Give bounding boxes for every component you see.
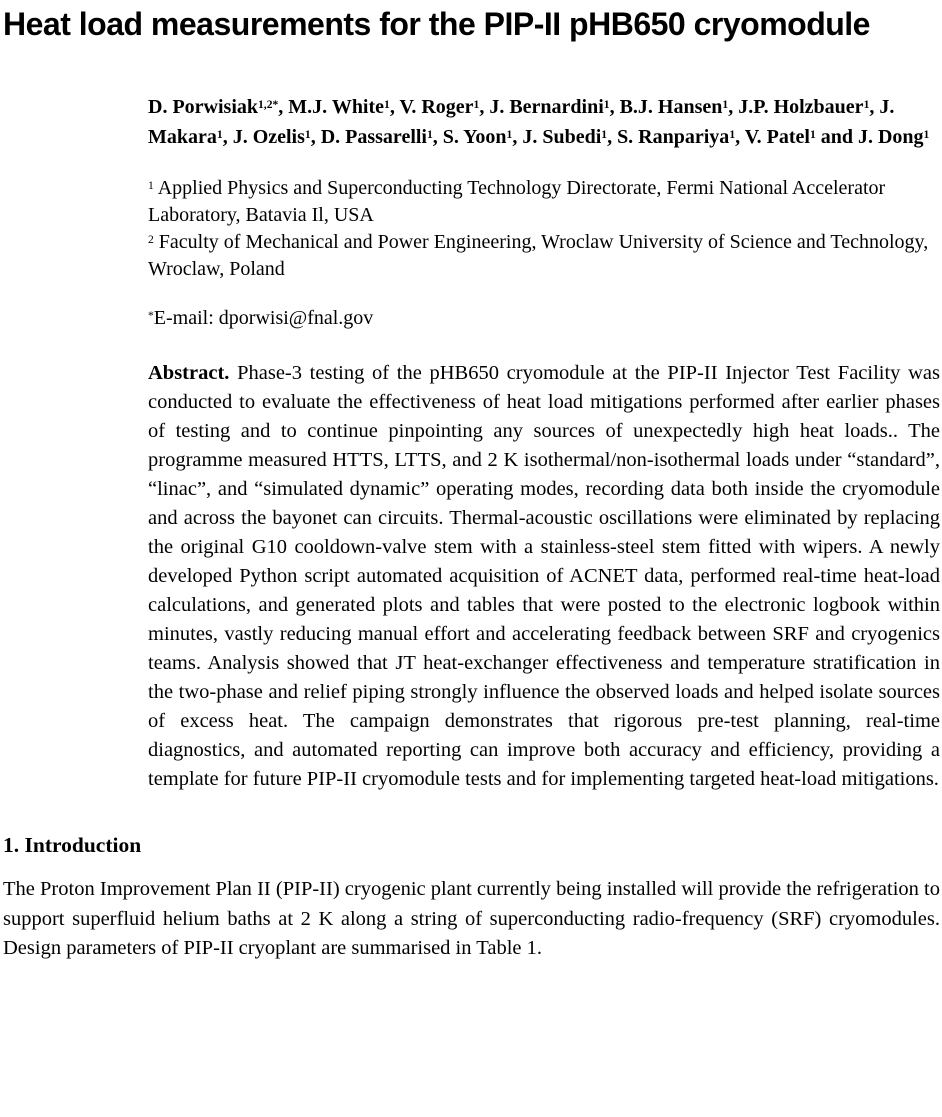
affiliation-line-1: $^1$ Applied Physics and Superconducting Technology Directorate, Fermi National Accelerator Laboratory, Batavia Il, USA (148, 177, 886, 226)
author-list: D. Porwisiak$^{1,2*}$, M.J. White$^1$, V. Roger$^1$, J. Bernardini$^1$, B.J. Hansen$^1$, J.P. Holzbauer$^1$, J. Makara$^1$, J. Ozelis$^1$, D. Passarelli$^1$, S. Yoon$^1$, J. Subedi$^1$, S. Ranpariya$^1$, V. Patel$^1$ and J. Dong$^1$ (148, 96, 930, 148)
introduction-paragraph: The Proton Improvement Plan II (PIP-II) cryogenic plant currently being installed will provide the refrigeration to support superfluid helium baths at 2 K along a string of superconducting radio-frequency (SRF) cryomodules. Design parameters of PIP-II cryoplant are summarised in Table 1. (3, 878, 940, 959)
paper-title: Heat load measurements for the PIP-II pHB650 cryomodule (3, 6, 870, 42)
section-heading-introduction: 1. Introduction (3, 833, 142, 857)
front-matter-block (148, 92, 940, 794)
affiliation-block (148, 175, 940, 283)
affiliation-line-2: $^2$ Faculty of Mechanical and Power Engineering, Wroclaw University of Science and Technology, Wroclaw, Poland (148, 231, 929, 280)
abstract-paragraph (148, 359, 940, 794)
abstract-label: Abstract. (148, 362, 230, 384)
email-line: *E-mail: dporwisi@fnal.gov (148, 307, 374, 329)
abstract-text: Phase-3 testing of the pHB650 cryomodule at the PIP-II Injector Test Facility was conducted to evaluate the effectiveness of heat load mitigations performed after earlier phases of testing and to continue pinpointing any sources of unexpectedly high heat loads.. The programme measured HTTS, LTTS, and 2 K isothermal/non-isothermal loads under “standard”, “linac”, and “simulated dynamic” operating modes, recording data both inside the cryomodule and across the bayonet can circuits. Thermal-acoustic oscillations were eliminated by replacing the original G10 cooldown-valve stem with a stainless-steel stem fitted with wipers. A newly developed Python script automated acquisition of ACNET data, performed real-time heat-load calculations, and generated plots and tables that were posted to the electronic logbook within minutes, vastly reducing manual effort and accelerating feedback between SRF and cryogenics teams. Analysis showed that JT heat-exchanger effectiveness and temperature stratification in the two-phase and relief piping strongly influence the observed loads and helped isolate sources of excess heat. The campaign demonstrates that rigorous pre-test planning, real-time diagnostics, and automated reporting can improve both accuracy and efficiency, providing a template for future PIP-II cryomodule tests and for implementing targeted heat-load mitigations. (148, 362, 940, 790)
